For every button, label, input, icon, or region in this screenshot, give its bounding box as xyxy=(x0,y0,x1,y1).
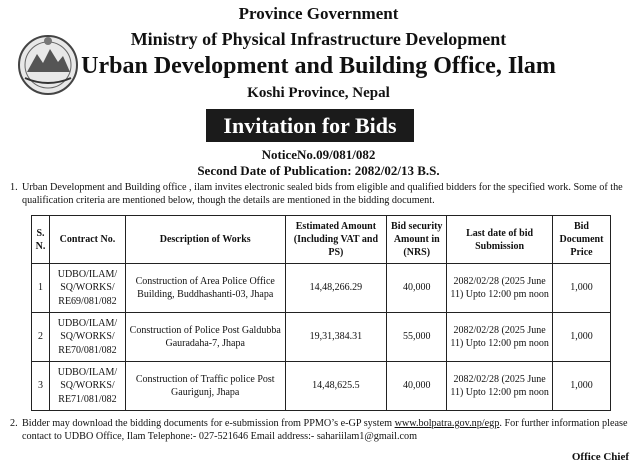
header-bid-security: Bid security Amount in (NRS) xyxy=(387,216,447,264)
cell-estimated-amount: 19,31,384.31 xyxy=(285,313,387,362)
cell-sn: 3 xyxy=(32,362,50,411)
cell-contract-no: UDBO/ILAM/ SQ/WORKS/ RE71/081/082 xyxy=(49,362,125,411)
second-publication-date: Second Date of Publication: 2082/02/13 B.S. xyxy=(197,163,440,178)
header-document-price: Bid Document Price xyxy=(552,216,610,264)
office-chief-signature: Office Chief xyxy=(571,451,629,463)
cell-document-price: 1,000 xyxy=(552,362,610,411)
header-estimated-amount: Estimated Amount (Including VAT and PS) xyxy=(285,216,387,264)
cell-sn: 2 xyxy=(32,313,50,362)
cell-last-date: 2082/02/28 (2025 June 11) Upto 12:00 pm noon xyxy=(447,362,553,411)
table-header-row xyxy=(32,216,611,264)
cell-document-price: 1,000 xyxy=(552,264,610,313)
table-row xyxy=(32,362,611,411)
cell-description: Construction of Police Post Galdubba Gauradaha-7, Jhapa xyxy=(125,313,285,362)
egp-link[interactable]: www.bolpatra.gov.np/egp xyxy=(394,418,500,429)
cell-bid-security: 40,000 xyxy=(387,362,447,411)
intro-number: 1. xyxy=(10,182,18,193)
header-province-government: Province Government xyxy=(238,4,399,23)
header-location: Koshi Province, Nepal xyxy=(247,85,390,101)
notice-number: NoticeNo.09/081/082 xyxy=(261,147,376,162)
note-number: 2. xyxy=(10,418,18,429)
invitation-banner: Invitation for Bids xyxy=(206,109,414,142)
cell-document-price: 1,000 xyxy=(552,313,610,362)
table-row xyxy=(32,264,611,313)
header-last-date: Last date of bid Submission xyxy=(447,216,553,264)
cell-contract-no: UDBO/ILAM/ SQ/WORKS/ RE70/081/082 xyxy=(49,313,125,362)
cell-description: Construction of Area Police Office Building, Buddhashanti-03, Jhapa xyxy=(125,264,285,313)
cell-estimated-amount: 14,48,266.29 xyxy=(285,264,387,313)
header-description: Description of Works xyxy=(125,216,285,264)
cell-estimated-amount: 14,48,625.5 xyxy=(285,362,387,411)
cell-bid-security: 55,000 xyxy=(387,313,447,362)
cell-sn: 1 xyxy=(32,264,50,313)
header-contract-no: Contract No. xyxy=(49,216,125,264)
cell-last-date: 2082/02/28 (2025 June 11) Upto 12:00 pm noon xyxy=(447,313,553,362)
cell-description: Construction of Traffic police Post Gaurigunj, Jhapa xyxy=(125,362,285,411)
header-sn: S. N. xyxy=(32,216,50,264)
note-text xyxy=(22,417,628,443)
note-text-after: . For further information please contact to UDBO Office, Ilam Telephone:- 027-521646 Email address:- sahariilam1@gmail.com xyxy=(22,418,628,442)
table-row xyxy=(32,313,611,362)
cell-bid-security: 40,000 xyxy=(387,264,447,313)
cell-contract-no: UDBO/ILAM/ SQ/WORKS/ RE69/081/082 xyxy=(49,264,125,313)
bids-table xyxy=(31,215,611,411)
cell-last-date: 2082/02/28 (2025 June 11) Upto 12:00 pm noon xyxy=(447,264,553,313)
header-office-name: Urban Development and Building Office, Ilam xyxy=(81,53,556,79)
header-ministry: Ministry of Physical Infrastructure Development xyxy=(130,29,507,49)
note-text-before: Bidder may download the bidding documents for e-submission from PPMO’s e-GP system xyxy=(22,418,395,429)
intro-text: Urban Development and Building office , ilam invites electronic sealed bids from eligible and qualified bidders for the specified work. Some of the qualification criteria are mentioned below, though the details are mentioned in the bidding document. xyxy=(22,182,623,206)
